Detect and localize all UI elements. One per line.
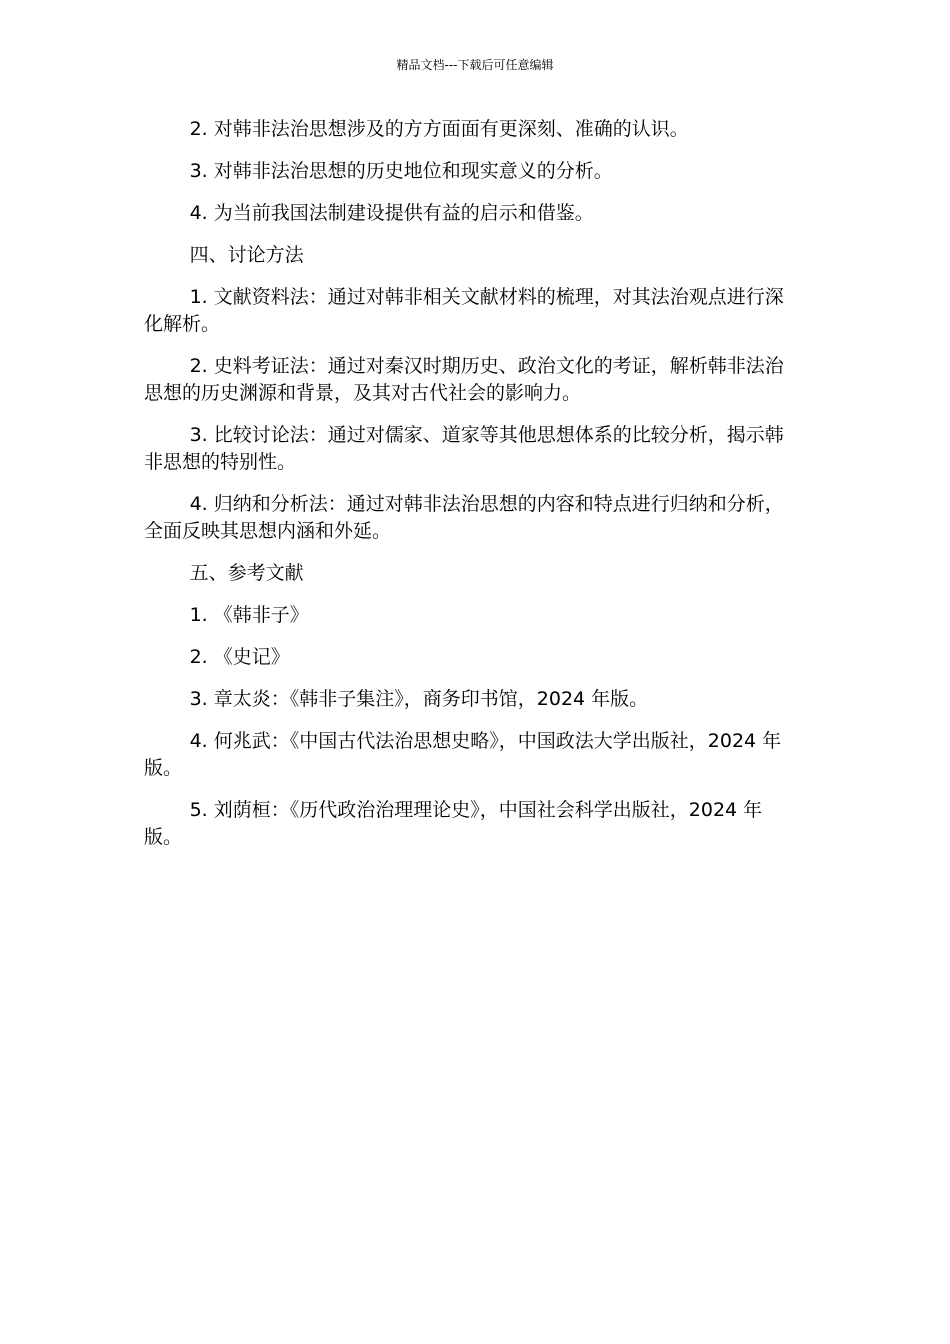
paragraph-method-2: 2. 史料考证法：通过对秦汉时期历史、政治文化的考证，解析韩非法治思想的历史渊源和背景，及其对古代社会的影响力。 <box>144 355 784 404</box>
reference-item-1: 1. 《韩非子》 <box>189 604 309 626</box>
page-header: 精品文档---下载后可任意编辑 <box>396 58 554 72</box>
reference-item-5: 5. 刘荫桓：《历代政治治理理论史》，中国社会科学出版社，2024 年版。 <box>144 799 763 848</box>
paragraph-method-1: 1. 文献资料法：通过对韩非相关文献材料的梳理，对其法治观点进行深化解析。 <box>144 286 784 335</box>
section-heading-methods: 四、讨论方法 <box>189 244 304 266</box>
reference-item-4: 4. 何兆武：《中国古代法治思想史略》，中国政法大学出版社，2024 年版。 <box>144 730 782 779</box>
paragraph-method-3: 3. 比较讨论法：通过对儒家、道家等其他思想体系的比较分析，揭示韩非思想的特别性。 <box>144 424 784 473</box>
reference-item-2: 2. 《史记》 <box>189 646 290 668</box>
paragraph-objective-4: 4. 为当前我国法制建设提供有益的启示和借鉴。 <box>189 202 594 224</box>
paragraph-objective-3: 3. 对韩非法治思想的历史地位和现实意义的分析。 <box>189 160 613 182</box>
paragraph-method-4: 4. 归纳和分析法：通过对韩非法治思想的内容和特点进行归纳和分析，全面反映其思想内涵和外延。 <box>144 493 784 542</box>
paragraph-objective-2: 2. 对韩非法治思想涉及的方方面面有更深刻、准确的认识。 <box>189 118 689 140</box>
document-body <box>144 116 800 866</box>
section-heading-references: 五、参考文献 <box>189 562 304 584</box>
reference-item-3: 3. 章太炎：《韩非子集注》，商务印书馆，2024 年版。 <box>189 688 649 710</box>
